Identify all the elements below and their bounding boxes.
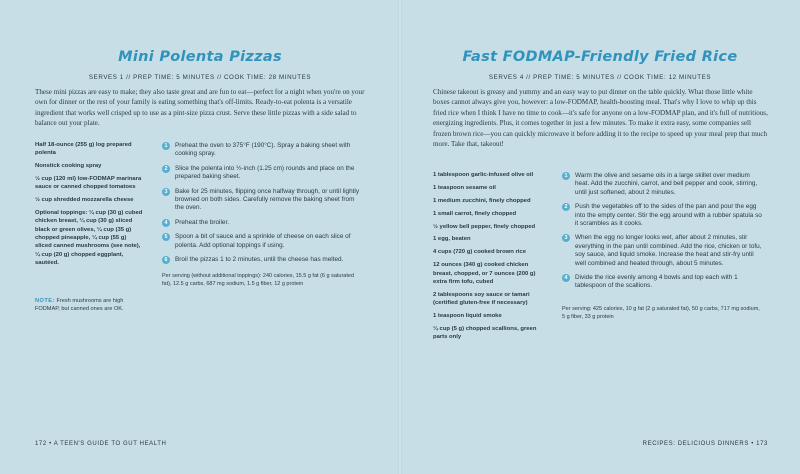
ingredient-item: 1 teaspoon liquid smoke [433, 312, 502, 319]
ingredient-item: ½ yellow bell pepper, finely chopped [433, 223, 536, 230]
ingredient-item: ½ cup (120 ml) low-FODMAP marinara sauce or canned chopped tomatoes [35, 176, 142, 191]
ingredient-item: 1 tablespoon garlic-infused olive oil [433, 172, 534, 178]
step-text: When the egg no longer looks wet, after about 2 minutes, stir everything in the pan until combined. Add the rice, chicken or tofu, soy sauce, and liquid smoke. Increase the heat and stir-fry until well combined and heated through, about 5 minutes. [575, 234, 762, 267]
step-text: Warm the olive and sesame oils in a large skillet over medium heat. Add the zucchini, carrot, and bell pepper and cook, stirring, until just softened, about 2 minutes. [575, 172, 758, 196]
ingredient-item: 2 tablespoons soy sauce or tamari (certified gluten-free if necessary) [433, 291, 530, 307]
recipe-intro: These mini pizzas are easy to make; they also taste great and are fun to eat—perfect for a night when you're on your own for dinner or the rest of your family is eating something that's off-limits. Ready-to-eat polenta is a versatile ingredient that works well crisped up to use as a pint-size pizza crust. Serve these little pizzas with a side salad to balance out your plate. [35, 88, 365, 128]
page-footer: RECIPES: DELICIOUS DINNERS • 173 [642, 441, 768, 447]
nutrition-info: Per serving: 425 calories, 10 g fat (2 g saturated fat), 50 g carbs, 717 mg sodium, 5 g fiber, 33 g protein [562, 306, 760, 321]
recipe-note [35, 297, 140, 313]
step-item [162, 188, 362, 213]
page-footer: 172 • A TEEN'S GUIDE TO GUT HEALTH [35, 441, 167, 447]
step-text: Broil the pizzas 1 to 2 minutes, until the cheese has melted. [175, 256, 344, 264]
step-text: Preheat the broiler. [175, 218, 229, 226]
recipe-meta: SERVES 1 // PREP TIME: 5 MINUTES // COOK TIME: 28 MINUTES [88, 74, 312, 81]
ingredient-item: ½ cup shredded mozzarella cheese [35, 197, 134, 204]
step-text: Preheat the oven to 375°F (190°C). Spray a baking sheet with cooking spray. [175, 142, 351, 158]
nutrition-info: Per serving (without additional toppings): 240 calories, 15.5 g fat (6 g saturated fat), 12.5 g carbs, 687 mg sodium, 1.5 g fiber, 12 g protein [162, 273, 355, 288]
step-number-badge: 5 [162, 233, 170, 241]
step-number-badge: 4 [162, 219, 170, 227]
note-label: NOTE: [35, 298, 55, 304]
ingredient-item: ¼ cup (5 g) chopped scallions, green parts only [433, 325, 537, 341]
step-number-badge: 1 [162, 142, 170, 150]
ingredient-item: 4 cups (720 g) cooked brown rice [433, 249, 526, 256]
step-item [162, 165, 362, 182]
step-text: Spoon a bit of sauce and a sprinkle of cheese on each slice of polenta. Add optional toppings if using. [175, 233, 351, 249]
step-item [162, 233, 362, 250]
ingredient-list [35, 141, 143, 272]
step-number-badge: 2 [562, 203, 570, 211]
step-number-badge: 2 [162, 165, 170, 173]
right-page [400, 0, 800, 474]
step-number-badge: 1 [562, 172, 570, 180]
step-item [162, 256, 362, 264]
step-text: Divide the rice evenly among 4 bowls and top each with 1 tablespoon of the scallions. [575, 274, 738, 290]
step-item [562, 234, 762, 268]
step-list [162, 142, 362, 270]
step-number-badge: 3 [162, 188, 170, 196]
step-number-badge: 3 [562, 234, 570, 242]
note-text: Fresh mushrooms are high FODMAP, but canned ones are OK. [35, 298, 124, 312]
recipe-title: Fast FODMAP-Friendly Fried Rice [462, 49, 738, 65]
ingredient-item: 1 teaspoon sesame oil [433, 184, 496, 191]
step-text: Slice the polenta into ½-inch (1.25 cm) rounds and place on the prepared baking sheet. [175, 164, 355, 181]
step-item [162, 219, 362, 227]
ingredient-item: 1 egg, beaten [433, 236, 471, 243]
step-text: Push the vegetables off to the sides of the pan and pour the egg into the empty center. Stir the egg around with a rubber spatula so it scrambles as it cooks. [575, 203, 762, 228]
ingredient-item: Nonstick cooking spray [35, 163, 102, 170]
step-number-badge: 6 [162, 256, 170, 264]
ingredient-list [433, 171, 538, 346]
step-item [562, 172, 762, 197]
step-number-badge: 4 [562, 274, 570, 282]
step-item [162, 142, 362, 159]
step-item [562, 203, 762, 228]
ingredient-item: 1 small carrot, finely chopped [433, 210, 517, 217]
step-text: Bake for 25 minutes, flipping once halfway through, or until lightly browned on both sides. Carefully remove the baking sheet from the oven. [175, 187, 360, 212]
step-list [562, 172, 762, 297]
recipe-title: Mini Polenta Pizzas [118, 49, 282, 65]
ingredient-item: Optional toppings: ¼ cup (30 g) cubed chicken breast, ¼ cup (30 g) sliced black or green olives, ¼ cup (35 g) chopped pineapple, ¼ cup (55 g) sliced canned mushrooms (see note), ¼ cup (20 g) chopped eggplant, sautéed. [35, 210, 143, 266]
step-item [562, 274, 762, 291]
recipe-meta: SERVES 4 // PREP TIME: 5 MINUTES // COOK TIME: 12 MINUTES [488, 74, 712, 81]
ingredient-item: Half 18-ounce (255 g) log prepared polenta [35, 142, 132, 157]
ingredient-item: 12 ounces (340 g) cooked chicken breast, chopped, or 7 ounces (200 g) extra firm tofu, cubed [433, 262, 536, 285]
recipe-intro: Chinese takeout is greasy and yummy and an easy way to put dinner on the table quickly. What those little white boxes cannot always give you, however: a low-FODMAP, health-boosting meal. That's why I love to whip up this fried rice when I think I have no time to cook—it's safe for anyone on a low-FODMAP plan, and it's full of nutritious, energizing ingredients. Plus, it comes together in just a few minutes. To make it extra easy, some companies sell frozen brown rice—you can quickly microwave it before adding it to the recipe to speed up your meal prep that much more. Take that, takeout! [433, 88, 768, 149]
ingredient-item: 1 medium zucchini, finely chopped [433, 197, 531, 204]
